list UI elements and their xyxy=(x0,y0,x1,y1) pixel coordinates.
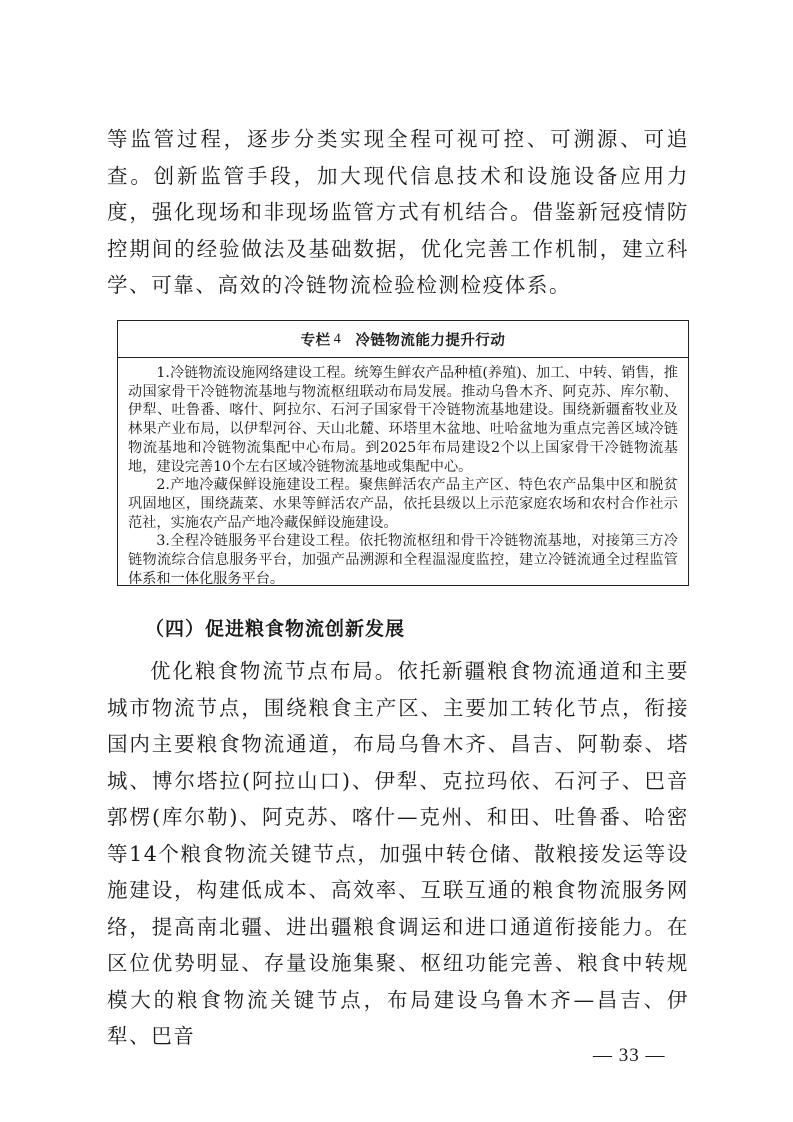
section-heading: （四）促进粮食物流创新发展 xyxy=(145,618,406,640)
column-box-body xyxy=(118,358,688,588)
column-item: 3.全程冷链服务平台建设工程。依托物流枢纽和骨干冷链物流基地，对接第三方冷链物流综合信息服务平台，加强产品溯源和全程温湿度监控，建立冷链流通全过程监管体系和一体化服务平台。 xyxy=(128,533,678,587)
column-label: 专栏 xyxy=(300,332,331,349)
body-paragraph-top: 等监管过程，逐步分类实现全程可视可控、可溯源、可追查。创新监管手段，加大现代信息技术和设施设备应用力度，强化现场和非现场监管方式有机结合。借鉴新冠疫情防控期间的经验做法及基础数据，优化完善工作机制，建立科学、可靠、高效的冷链物流检验检测检疫体系。 xyxy=(107,127,689,297)
page-number: — 33 — xyxy=(593,1045,666,1066)
column-item: 1.冷链物流设施网络建设工程。统筹生鲜农产品种植(养殖)、加工、中转、销售，推动国家骨干冷链物流基地与物流枢纽联动布局发展。推动乌鲁木齐、阿克苏、库尔勒、伊犁、吐鲁番、喀什、阿拉尔、石河子国家骨干冷链物流基地建设。围绕新疆畜牧业及林果产业布局，以伊犁河谷、天山北麓、环塔里木盆地、吐哈盆地为重点完善区域冷链物流基地和冷链物流集配中心布局。到2025年布局建设2个以上国家骨干冷链物流基地，建设完善10个左右区域冷链物流基地或集配中心。 xyxy=(128,365,678,475)
column-box xyxy=(117,320,689,586)
body-paragraph-bottom: 优化粮食物流节点布局。依托新疆粮食物流通道和主要城市物流节点，围绕粮食主产区、主要加工转化节点，衔接国内主要粮食物流通道，布局乌鲁木齐、昌吉、阿勒泰、塔城、博尔塔拉(阿拉山口)、伊犁、克拉玛依、石河子、巴音郭楞(库尔勒)、阿克苏、喀什—克州、和田、吐鲁番、哈密等14个粮食物流关键节点，加强中转仓储、散粮接发运等设施建设，构建低成本、高效率、互联互通的粮食物流服务网络，提高南北疆、进出疆粮食调运和进口通道衔接能力。在区位优势明显、存量设施集聚、枢纽功能完善、粮食中转规模大的粮食物流关键节点，布局建设乌鲁木齐—昌吉、伊犁、巴音 xyxy=(107,659,689,1048)
column-box-title xyxy=(118,321,688,358)
column-item: 2.产地冷藏保鲜设施建设工程。聚焦鲜活农产品主产区、特色农产品集中区和脱贫巩固地区，围绕蔬菜、水果等鲜活农产品，依托县级以上示范家庭农场和农村合作社示范社，实施农产品产地冷藏保鲜设施建设。 xyxy=(128,477,678,531)
column-number: 4 xyxy=(333,330,342,347)
column-title: 冷链物流能力提升行动 xyxy=(355,332,506,349)
